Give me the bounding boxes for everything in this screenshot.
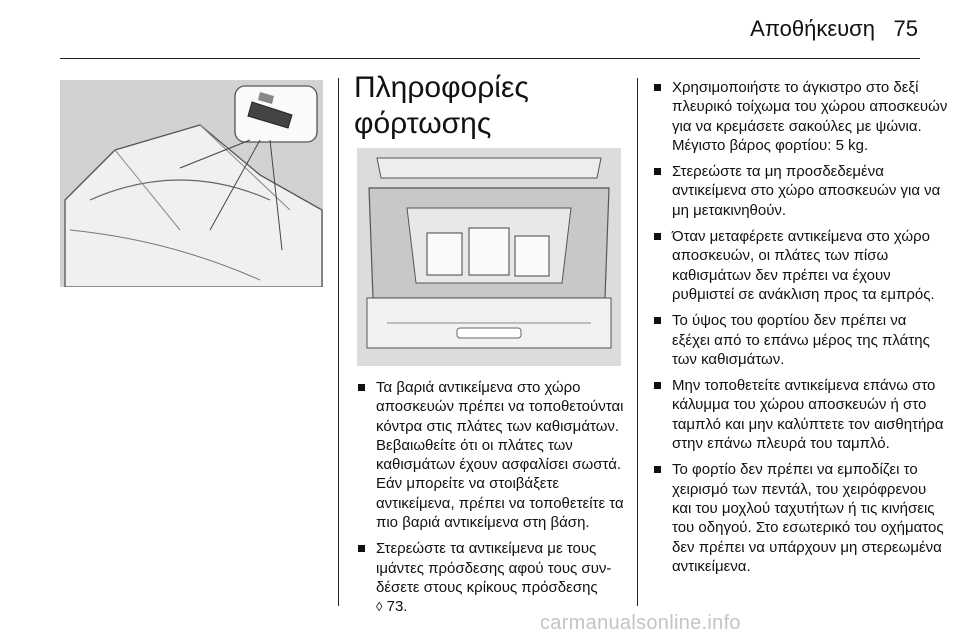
square-bullet-icon	[654, 84, 661, 91]
list-item	[653, 376, 948, 453]
middle-bullet-list	[357, 378, 627, 624]
column-divider-right	[637, 78, 638, 606]
square-bullet-icon	[654, 382, 661, 389]
list-item	[653, 460, 948, 576]
square-bullet-icon	[654, 466, 661, 473]
square-bullet-icon	[358, 384, 365, 391]
list-item	[357, 539, 627, 616]
square-bullet-icon	[654, 317, 661, 324]
list-item-text: Τα βαριά αντικείμενα στο χώρο αποσκευών πρέπει να τοποθετούνται κόντρα στις πλάτες των καθισμάτων. Βεβαιωθείτε ότι οι πλάτες των καθισμάτων έχουν ασφαλίσει σωστά. Εάν μπορείτε να στοιβάξετε αντικείμενα, πρέπει να τοποθετείτε τα πιο βαριά αντικείμενα στη βάση.	[376, 379, 624, 532]
square-bullet-icon	[654, 168, 661, 175]
roof-hook-illustration	[60, 80, 323, 287]
reference-arrow-icon: ◊	[376, 599, 383, 615]
open-trunk-illustration	[357, 148, 621, 366]
column-divider-left	[338, 78, 339, 606]
page-heading: Πληροφορίες φόρτωσης	[354, 71, 529, 140]
list-item-text: Όταν μεταφέρετε αντικείμενα στο χώρο αποσκευών, οι πλάτες των πίσω καθισμάτων δεν πρέπει να έχουν ρυθμιστεί σε ανάκλιση προς τα εμπρός.	[672, 228, 935, 303]
page-number: 75	[893, 16, 918, 41]
watermark: carmanualsonline.info	[540, 612, 741, 634]
list-item-text: Στερεώστε τα μη προσδεδεμένα αντικείμενα στο χώρο αποσκευών για να μη μετακινηθούν.	[672, 163, 941, 219]
section-title: Αποθήκευση	[750, 16, 875, 41]
square-bullet-icon	[654, 233, 661, 240]
list-item	[653, 311, 948, 369]
header-rule	[60, 58, 920, 59]
list-item	[357, 378, 627, 532]
list-item-text: Μην τοποθετείτε αντικείμενα επάνω στο κάλυμμα του χώρου αποσκευών ή στο ταμπλό και μην καλύπτετε τον αισθητήρα στην επάνω πλευρά του ταμπλό.	[672, 377, 944, 453]
list-item-text: Χρησιμοποιήστε το άγκιστρο στο δεξί πλευρικό τοίχωμα του χώρου αποσκευών για να κρεμάσετε σακούλες με ψώνια. Μέγιστο βάρος φορτίου: 5 kg.	[672, 79, 948, 154]
list-item-text: Στερεώστε τα αντικείμενα με τους ιμάντες πρόσδεσης αφού τους συνδέσετε στους κρίκους πρόσδεσης	[376, 540, 612, 596]
right-bullet-list	[653, 78, 948, 583]
list-item-text: Το φορτίο δεν πρέπει να εμποδίζει το χειρισμό των πεντάλ, του χειρόφρενου και του μοχλού ταχυτήτων ή τις κινήσεις του οδηγού. Στο εσωτερικό του οχήματος δεν πρέπει να υπάρχουν μη στερεωμένα αντικείμενα.	[672, 461, 944, 575]
list-item	[653, 227, 948, 304]
square-bullet-icon	[358, 545, 365, 552]
page-reference-link[interactable]: 73.	[386, 598, 408, 616]
list-item	[653, 162, 948, 220]
list-item	[653, 78, 948, 155]
list-item-text: Το ύψος του φορτίου δεν πρέπει να εξέχει από το επάνω μέρος της πλάτης των καθισμάτων.	[672, 312, 930, 368]
